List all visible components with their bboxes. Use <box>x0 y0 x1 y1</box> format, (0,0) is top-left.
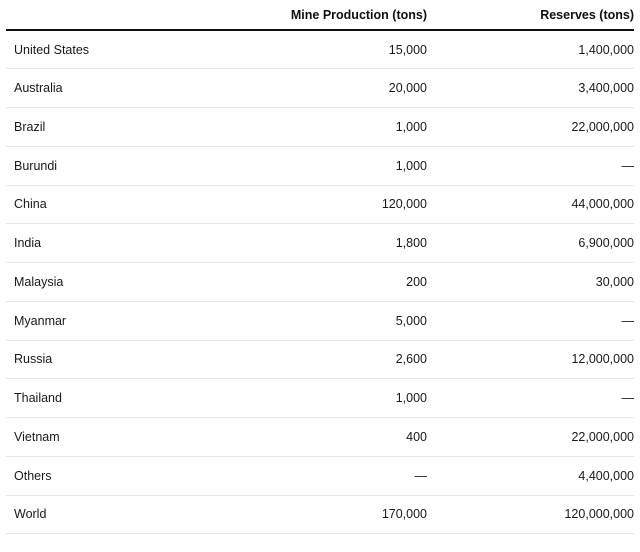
cell-mine-production: 170,000 <box>220 495 427 534</box>
cell-mine-production: 400 <box>220 418 427 457</box>
header-row <box>6 0 634 30</box>
cell-mine-production: 15,000 <box>220 30 427 69</box>
cell-mine-production: 1,000 <box>220 379 427 418</box>
cell-country: Brazil <box>6 108 220 147</box>
cell-country: World <box>6 495 220 534</box>
header-reserves: Reserves (tons) <box>427 0 634 30</box>
cell-country: Myanmar <box>6 301 220 340</box>
header-mine-production: Mine Production (tons) <box>220 0 427 30</box>
table-row <box>6 340 634 379</box>
table-row <box>6 263 634 302</box>
table-row <box>6 224 634 263</box>
cell-mine-production: 1,800 <box>220 224 427 263</box>
cell-reserves: 30,000 <box>427 263 634 302</box>
cell-country: Russia <box>6 340 220 379</box>
table-row <box>6 301 634 340</box>
table-row <box>6 418 634 457</box>
cell-country: Vietnam <box>6 418 220 457</box>
table-body <box>6 30 634 534</box>
cell-country: Others <box>6 456 220 495</box>
table-row <box>6 379 634 418</box>
cell-reserves: — <box>427 301 634 340</box>
cell-mine-production: 1,000 <box>220 108 427 147</box>
cell-mine-production: 120,000 <box>220 185 427 224</box>
cell-reserves: — <box>427 379 634 418</box>
table-row <box>6 185 634 224</box>
cell-reserves: 120,000,000 <box>427 495 634 534</box>
table-row <box>6 495 634 534</box>
cell-country: United States <box>6 30 220 69</box>
cell-reserves: 3,400,000 <box>427 69 634 108</box>
cell-reserves: 44,000,000 <box>427 185 634 224</box>
cell-mine-production: 2,600 <box>220 340 427 379</box>
cell-country: Malaysia <box>6 263 220 302</box>
production-reserves-table <box>6 0 634 534</box>
cell-mine-production: — <box>220 456 427 495</box>
cell-country: Burundi <box>6 146 220 185</box>
table-row <box>6 146 634 185</box>
cell-country: Thailand <box>6 379 220 418</box>
cell-reserves: 22,000,000 <box>427 108 634 147</box>
table-row <box>6 108 634 147</box>
cell-reserves: 1,400,000 <box>427 30 634 69</box>
cell-mine-production: 5,000 <box>220 301 427 340</box>
cell-country: India <box>6 224 220 263</box>
cell-mine-production: 200 <box>220 263 427 302</box>
cell-mine-production: 1,000 <box>220 146 427 185</box>
cell-country: China <box>6 185 220 224</box>
cell-reserves: 6,900,000 <box>427 224 634 263</box>
cell-reserves: 12,000,000 <box>427 340 634 379</box>
table-row <box>6 456 634 495</box>
table-row <box>6 30 634 69</box>
cell-reserves: 4,400,000 <box>427 456 634 495</box>
cell-country: Australia <box>6 69 220 108</box>
cell-reserves: — <box>427 146 634 185</box>
cell-reserves: 22,000,000 <box>427 418 634 457</box>
cell-mine-production: 20,000 <box>220 69 427 108</box>
table-header <box>6 0 634 30</box>
table-row <box>6 69 634 108</box>
header-country <box>6 0 220 30</box>
